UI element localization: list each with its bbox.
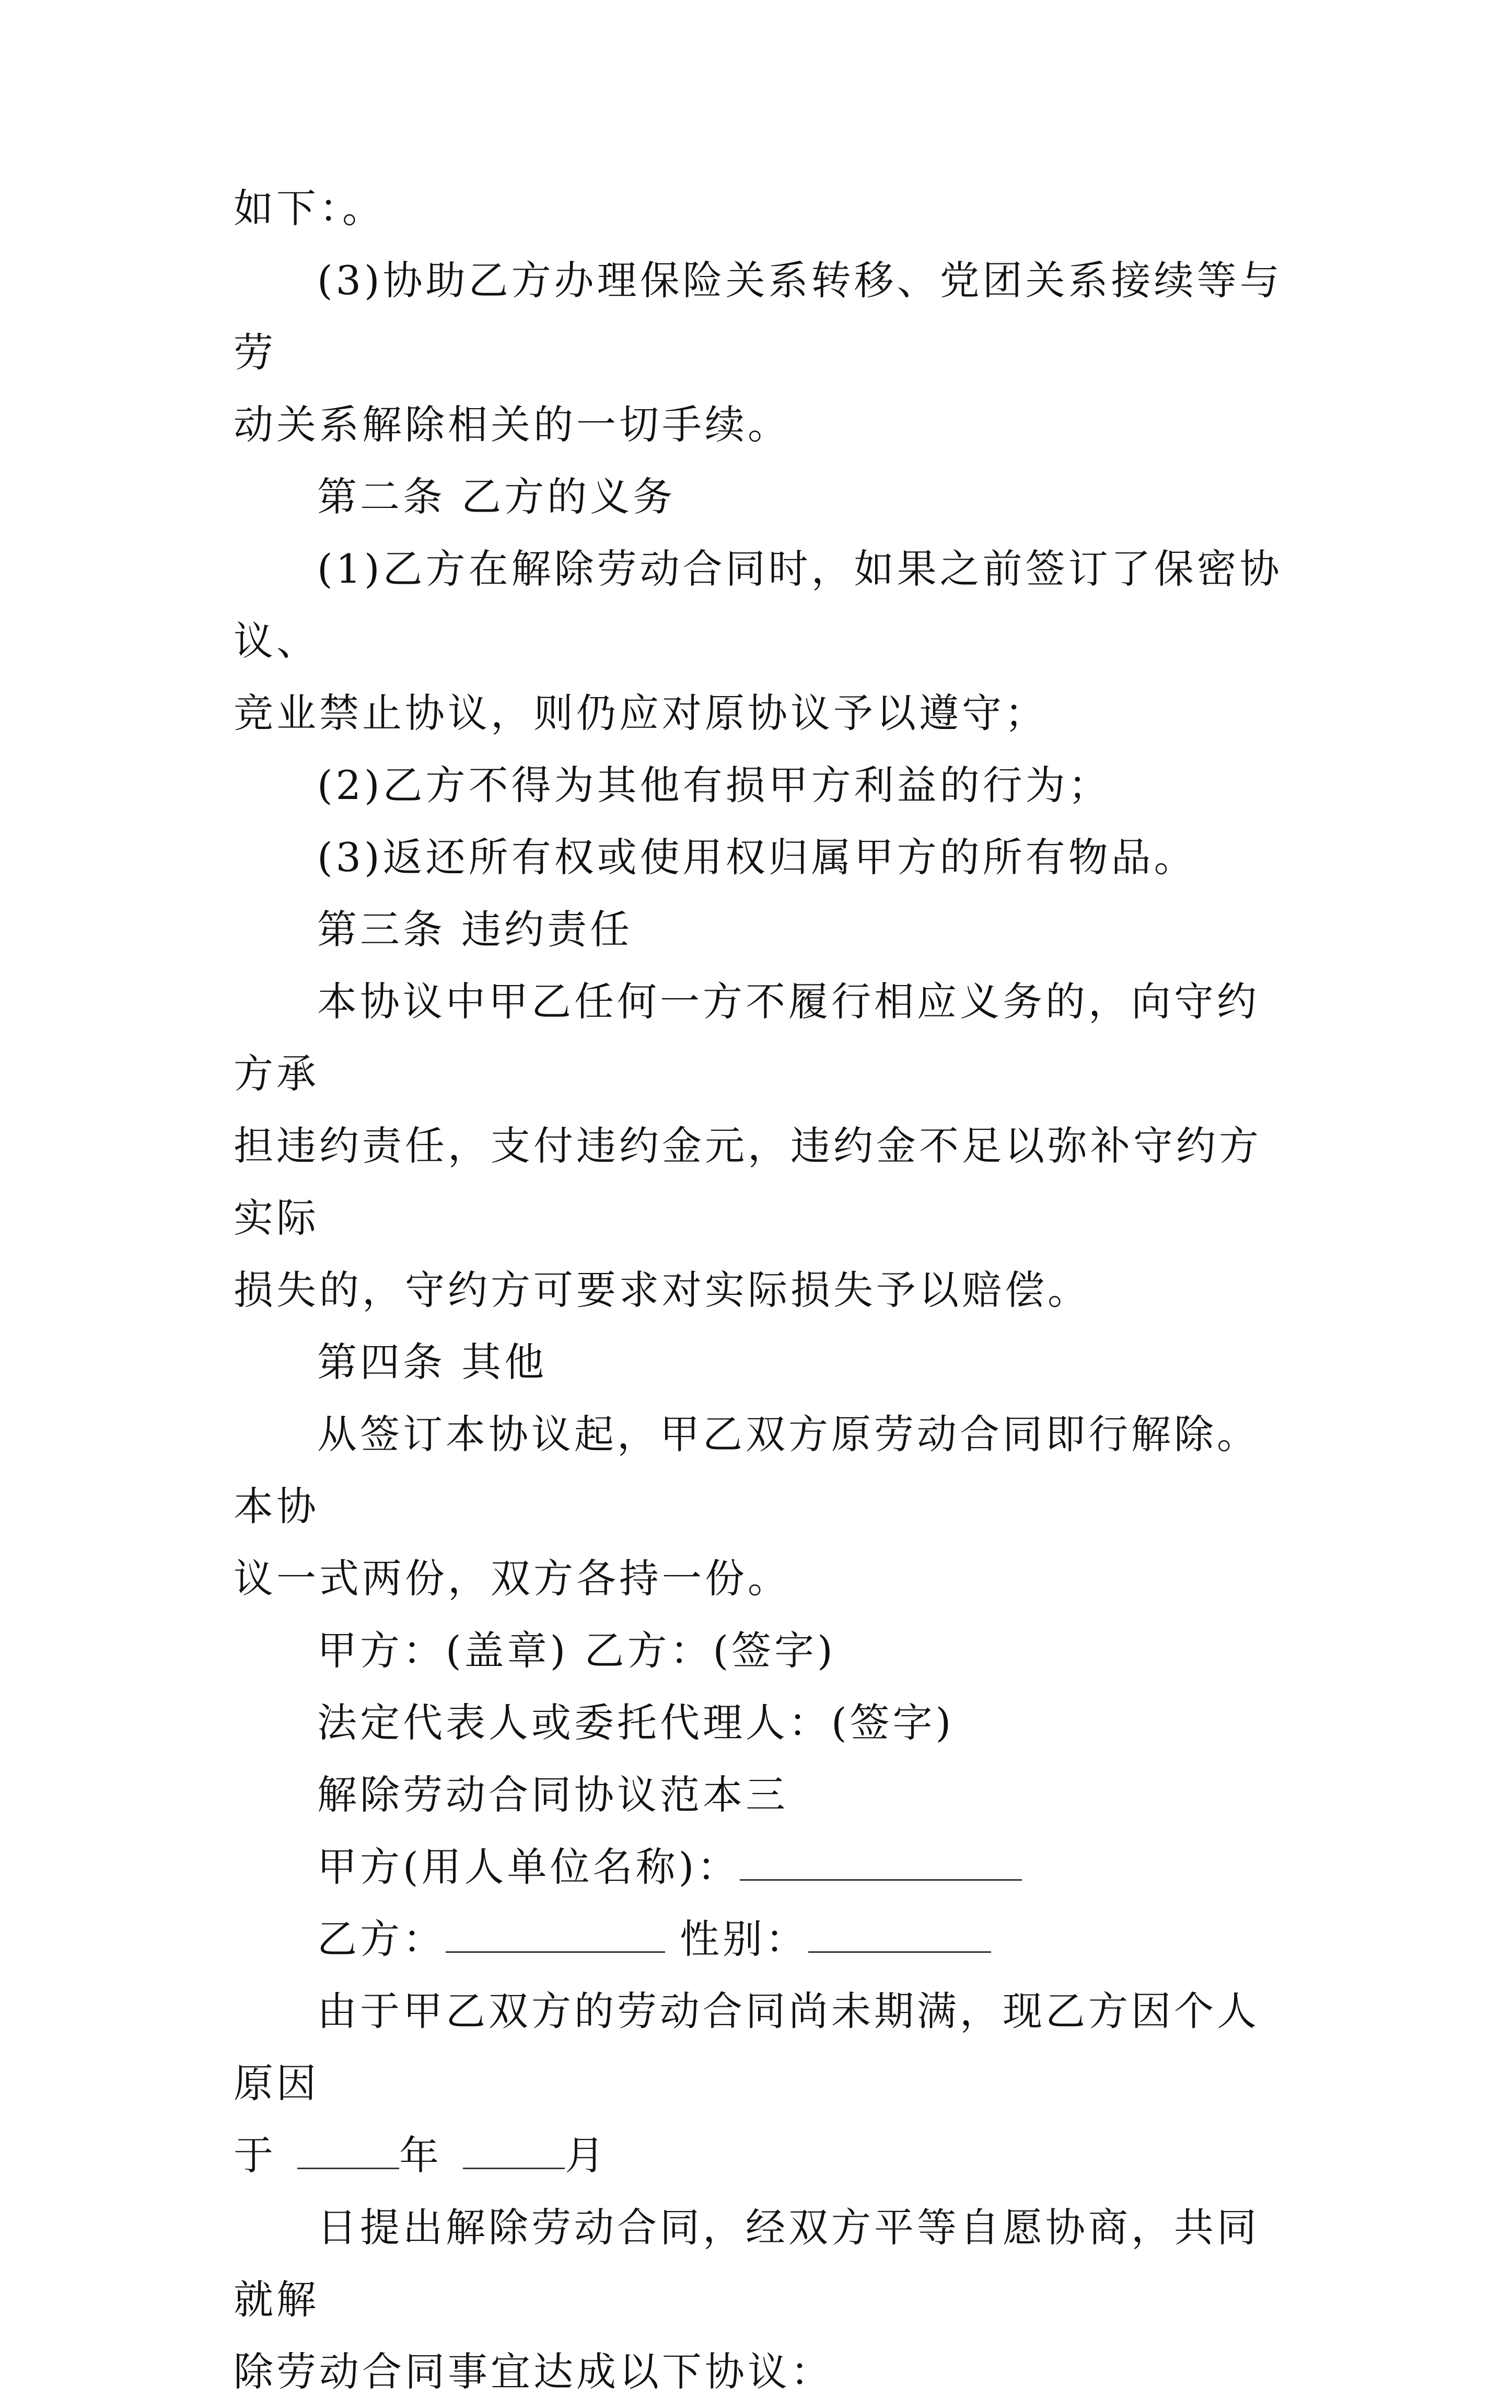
text-line: 如下：。 — [234, 185, 385, 231]
text-line: 由于甲乙双方的劳动合同尚未期满，现乙方因个人原因 — [234, 1988, 1260, 2106]
employer-label: 甲方(用人单位名称)： — [317, 1844, 740, 1890]
text-line: (1)乙方在解除劳动合同时，如果之前签订了保密协议、 — [234, 546, 1283, 664]
text-line: 损失的，守约方可要求对实际损失予以赔偿。 — [234, 1267, 1090, 1313]
text-line: (3)协助乙方办理保险关系转移、党团关系接续等与劳 — [234, 257, 1283, 376]
employee-line — [234, 1903, 1299, 1975]
date-prefix: 于 — [234, 2132, 276, 2179]
signature-line: 甲方：(盖章) 乙方：(签字) — [317, 1627, 836, 1674]
signature-line: 法定代表人或委托代理人：(签字) — [317, 1699, 955, 1746]
text-line: 议一式两份，双方各持一份。 — [234, 1555, 790, 1602]
text-line: 除劳动合同事宜达成以下协议： — [234, 2348, 833, 2395]
text-line: 竞业禁止协议，则仍应对原协议予以遵守； — [234, 690, 1048, 736]
text-line: 动关系解除相关的一切手续。 — [234, 401, 790, 448]
text-line: 日提出解除劳动合同，经双方平等自愿协商，共同就解 — [234, 2204, 1260, 2323]
text-line: 从签订本协议起，甲乙双方原劳动合同即行解除。本协 — [234, 1411, 1260, 1530]
section-heading: 第二条 乙方的义务 — [317, 473, 676, 520]
month-label: 月 — [565, 2132, 608, 2179]
gender-label: 性别： — [680, 1916, 808, 1962]
employee-name-blank[interactable] — [446, 1915, 665, 1953]
document-body — [234, 172, 1299, 2408]
gender-blank[interactable] — [808, 1915, 991, 1953]
section-heading: 第三条 违约责任 — [317, 906, 633, 953]
text-line: (2)乙方不得为其他有损甲方利益的行为； — [317, 762, 1111, 808]
document-title: 解除劳动合同协议范本三 — [317, 1772, 788, 1818]
year-label: 年 — [399, 2132, 442, 2179]
month-blank[interactable] — [463, 2131, 565, 2169]
employee-label: 乙方： — [317, 1916, 446, 1962]
employer-name-blank[interactable] — [740, 1843, 1022, 1881]
employer-line — [234, 1831, 1299, 1903]
date-line — [234, 2120, 1299, 2192]
text-line: 担违约责任，支付违约金元，违约金不足以弥补守约方实际 — [234, 1122, 1262, 1241]
text-line: 本协议中甲乙任何一方不履行相应义务的，向守约方承 — [234, 978, 1260, 1097]
text-line: (3)返还所有权或使用权归属甲方的所有物品。 — [317, 834, 1197, 881]
year-blank[interactable] — [297, 2131, 399, 2169]
section-heading: 第四条 其他 — [317, 1339, 548, 1385]
